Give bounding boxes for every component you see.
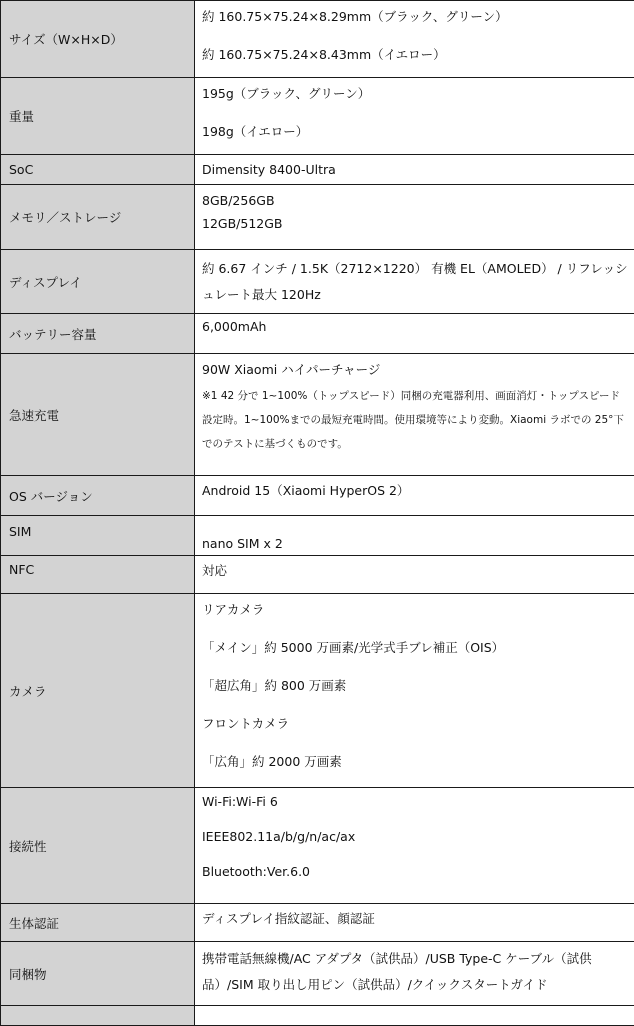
value-line: 携帯電話無線機/AC アダプタ（試供品）/USB Type-C ケーブル（試供品）/SIM 取り出し用ピン（試供品）/クイックスタートガイド: [202, 946, 628, 998]
table-row: [1, 314, 634, 354]
row-label-empty: [1, 1006, 195, 1026]
row-value-connectivity: [195, 788, 634, 904]
row-value-empty: [195, 1006, 634, 1026]
row-label-soc: SoC: [1, 155, 195, 185]
value-line: 195g（ブラック、グリーン）: [202, 84, 628, 102]
value-line: Wi-Fi:Wi-Fi 6: [202, 794, 628, 809]
table-row: [1, 185, 634, 250]
row-label-nfc: NFC: [1, 556, 195, 594]
value-line: 8GB/256GB: [202, 193, 628, 208]
value-line: 約 6.67 インチ / 1.5K（2712×1220） 有機 EL（AMOLED） / リフレッシュレート最大 120Hz: [202, 256, 628, 308]
table-row: [1, 942, 634, 1006]
table-row: [1, 556, 634, 594]
value-line: Android 15（Xiaomi HyperOS 2）: [202, 481, 628, 499]
table-row: [1, 788, 634, 904]
row-value-biometrics: [195, 904, 634, 942]
row-label-fast-charge: 急速充電: [1, 354, 195, 476]
row-value-weight: [195, 78, 634, 155]
value-line: 「超広角」約 800 万画素: [202, 676, 628, 694]
table-row: [1, 476, 634, 516]
table-row: [1, 250, 634, 314]
row-label-included-items: 同梱物: [1, 942, 195, 1006]
row-value-size: [195, 1, 634, 78]
row-value-battery: [195, 314, 634, 354]
table-row: [1, 594, 634, 788]
row-label-connectivity: 接続性: [1, 788, 195, 904]
row-label-camera: カメラ: [1, 594, 195, 788]
value-line: 「メイン」約 5000 万画素/光学式手ブレ補正（OIS）: [202, 638, 628, 656]
row-value-display: [195, 250, 634, 314]
table-row: [1, 516, 634, 556]
value-line: 6,000mAh: [202, 319, 628, 334]
row-label-battery: バッテリー容量: [1, 314, 195, 354]
table-row: [1, 155, 634, 185]
row-value-camera: [195, 594, 634, 788]
value-line: nano SIM x 2: [202, 536, 628, 551]
value-line: フロントカメラ: [202, 714, 628, 732]
table-row: [1, 904, 634, 942]
value-line: 198g（イエロー）: [202, 122, 628, 140]
row-label-size: サイズ（W×H×D）: [1, 1, 195, 78]
table-row: [1, 78, 634, 155]
footnote-text: ※1 42 分で 1~100%（トップスピード）同梱の充電器利用、画面消灯・トップスピード設定時。1~100%までの最短充電時間。使用環境等により変動。Xiaomi ラボでの 25°下でのテストに基づくものです。: [202, 384, 628, 456]
row-value-memory: [195, 185, 634, 250]
row-value-sim: [195, 516, 634, 556]
value-line: 約 160.75×75.24×8.29mm（ブラック、グリーン）: [202, 7, 628, 25]
value-line: リアカメラ: [202, 600, 628, 618]
value-line: ディスプレイ指紋認証、顔認証: [202, 909, 628, 927]
row-value-soc: [195, 155, 634, 185]
value-line: IEEE802.11a/b/g/n/ac/ax: [202, 829, 628, 844]
value-line: Dimensity 8400-Ultra: [202, 162, 628, 177]
row-value-nfc: [195, 556, 634, 594]
value-line: 対応: [202, 561, 628, 579]
row-label-sim: SIM: [1, 516, 195, 556]
row-value-os: [195, 476, 634, 516]
value-line: 「広角」約 2000 万画素: [202, 752, 628, 770]
row-label-os: OS バージョン: [1, 476, 195, 516]
value-line: 約 160.75×75.24×8.43mm（イエロー）: [202, 45, 628, 63]
row-label-memory: メモリ／ストレージ: [1, 185, 195, 250]
table-row: [1, 1, 634, 78]
row-label-weight: 重量: [1, 78, 195, 155]
value-line: Bluetooth:Ver.6.0: [202, 864, 628, 879]
table-row: [1, 354, 634, 476]
table-row: [1, 1006, 634, 1026]
row-value-included-items: [195, 942, 634, 1006]
row-value-fast-charge: [195, 354, 634, 476]
row-label-biometrics: 生体認証: [1, 904, 195, 942]
row-label-display: ディスプレイ: [1, 250, 195, 314]
value-line: 90W Xiaomi ハイパーチャージ: [202, 360, 628, 378]
value-line: 12GB/512GB: [202, 216, 628, 231]
